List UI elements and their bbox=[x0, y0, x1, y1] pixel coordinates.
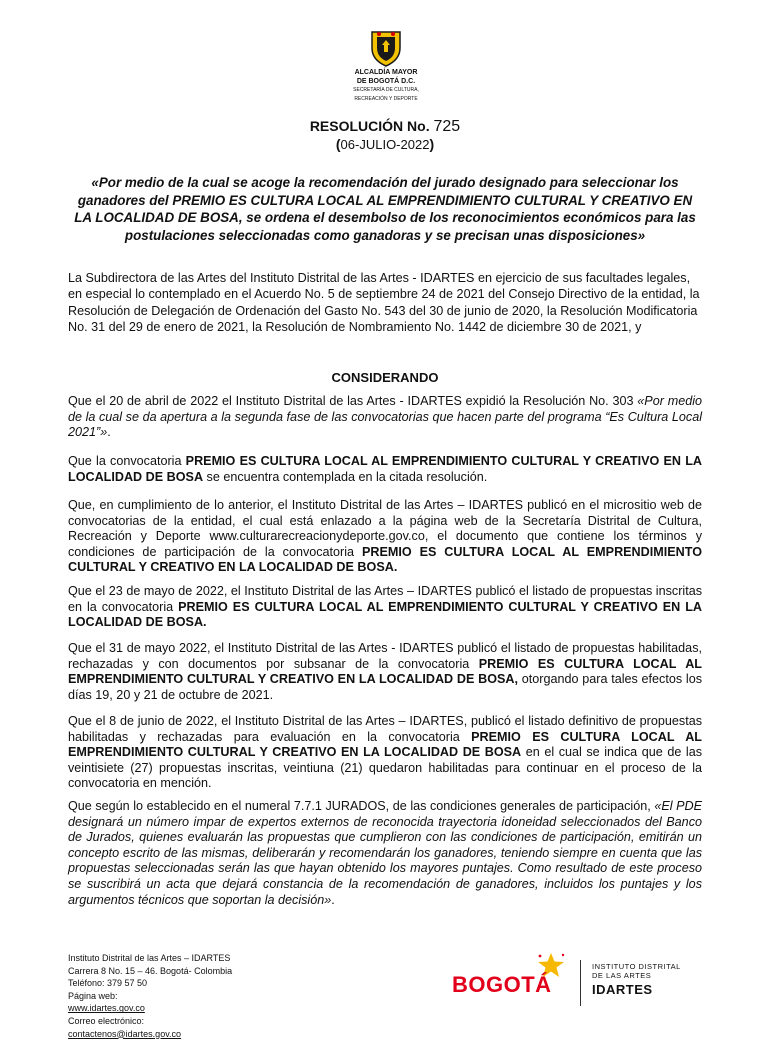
idartes-logo-line1: INSTITUTO DISTRITAL bbox=[592, 962, 681, 971]
paragraph-7 bbox=[68, 799, 702, 908]
footer-address: Carrera 8 No. 15 – 46. Bogotá- Colombia bbox=[68, 965, 233, 976]
footer-web-label: Página web: bbox=[68, 990, 118, 1001]
footer-email-link[interactable]: contactenos@idartes.gov.co bbox=[68, 1028, 182, 1039]
p7-end: . bbox=[331, 892, 335, 907]
date-open-paren: ( bbox=[335, 136, 341, 152]
paragraph-5 bbox=[68, 641, 702, 703]
p3-text: Que, en cumplimiento de lo anterior, el Instituto Distrital de las Artes – IDARTES publicó en el micrositio web de convocatorias de la entidad, el cual está enlazado a la página web de la Secretaría Distrital de Cultura, Recreación y Deporte www.culturarecreacionydeporte.gov.co, el documento que contiene los términos y condiciones de participación de la convocatoria bbox=[68, 498, 702, 559]
p5-end: otorgando para tales efectos los días 19, 20 y 21 de octubre de 2021. bbox=[68, 672, 703, 702]
footer-web-link[interactable]: www.idartes.gov.co bbox=[68, 1003, 145, 1014]
footer-email bbox=[68, 1015, 232, 1040]
p2-text: Que la convocatoria bbox=[68, 454, 186, 468]
paragraph-3 bbox=[68, 498, 702, 576]
logo-divider bbox=[580, 960, 581, 1006]
p7-text: Que según lo establecido en el numeral 7.7.1 JURADOS, de las condiciones generales de participación, bbox=[68, 799, 655, 813]
resolution-number: 725 bbox=[433, 118, 461, 135]
footer-web bbox=[68, 990, 232, 1015]
p1-text: Que el 20 de abril de 2022 el Instituto Distrital de las Artes - IDARTES expidió la Resolución No. 303 bbox=[68, 394, 638, 408]
p7-quote: «El PDE designará un número impar de expertos externos de reconocida trayectoria idoneidad seleccionados del Banco de Jurados, quienes evaluarán las propuestas que cumplieron con las condiciones de participación, emitirán un concepto escrito de las mismas, deliberarán y recomendarán los ganadores, teniendo siempre en cuenta que las propuestas seleccionadas serán las que hayan obtenido los mayores puntajes. Como resultado de este proceso se suscribirá un acta que dejará constancia de la recomendación de ganadores, incluidos los puntajes y los argumentos técnicos que soportan la decisión» bbox=[68, 799, 702, 907]
paragraph-2 bbox=[68, 454, 702, 485]
header-bogota: DE BOGOTÁ D.C. bbox=[356, 78, 416, 85]
p4-convocatoria: PREMIO ES CULTURA LOCAL AL EMPRENDIMIENTO CULTURAL Y CREATIVO EN LA LOCALIDAD DE BOSA. bbox=[68, 599, 702, 630]
footer-contact bbox=[68, 952, 232, 1040]
footer-email-label: Correo electrónico: bbox=[68, 1015, 145, 1026]
intro-paragraph: La Subdirectora de las Artes del Instituto Distrital de las Artes - IDARTES en ejercicio de sus facultades legales, en especial lo contemplado en el Acuerdo No. 5 de septiembre 24 de 2021 del Consejo Directivo de la entidad, la Resolución de Delegación de Ordenación del Gasto No. 543 del 30 de junio de 2020, la Resolución Modificatoria No. 31 del 29 de enero de 2021, la Resolución de Nombramiento No. 1442 de diciembre 30 de 2021, y bbox=[68, 271, 700, 335]
resolution-subject: «Por medio de la cual se acoge la recomendación del jurado designado para seleccionar los ganadores del PREMIO ES CULTURA LOCAL AL EMPRENDIMIENTO CULTURAL Y CREATIVO EN LA LOCALIDAD DE BOSA, se ordena el desembolso de los reconocimientos económicos para las postulaciones seleccionadas como ganadoras y se precisan unas disposiciones» bbox=[74, 175, 696, 243]
p1-quote: «Por medio de la cual se da apertura a la segunda fase de las convocatorias que hacen parte del programa “Es Cultura Local 2021”» bbox=[68, 394, 702, 440]
header-crest bbox=[348, 28, 424, 104]
resolution-date bbox=[0, 136, 770, 152]
p5-convocatoria: PREMIO ES CULTURA LOCAL AL EMPRENDIMIENTO CULTURAL Y CREATIVO EN LA LOCALIDAD DE BOSA, bbox=[68, 656, 702, 687]
header-recreacion: RECREACIÓN Y DEPORTE bbox=[354, 96, 418, 102]
p3-convocatoria: PREMIO ES CULTURA LOCAL AL EMPRENDIMIENTO CULTURAL Y CREATIVO EN LA LOCALIDAD DE BOSA. bbox=[68, 544, 702, 575]
resolution-title bbox=[0, 118, 770, 136]
coat-of-arms-icon bbox=[366, 28, 406, 68]
p2-convocatoria: PREMIO ES CULTURA LOCAL AL EMPRENDIMIENTO CULTURAL Y CREATIVO EN LA LOCALIDAD DE BOSA bbox=[68, 454, 702, 484]
p6-convocatoria: PREMIO ES CULTURA LOCAL AL EMPRENDIMIENTO CULTURAL Y CREATIVO EN LA LOCALIDAD DE BOSA bbox=[68, 729, 703, 760]
paragraph-6 bbox=[68, 714, 702, 792]
idartes-logo-name: IDARTES bbox=[592, 982, 653, 997]
p6-end: en el cual se indica que de las veintisiete (27) propuestas inscritas, veintiuna (21) quedaron habilitadas para continuar en el proceso de la convocatoria en mención. bbox=[68, 745, 703, 791]
considerando-heading: CONSIDERANDO bbox=[331, 370, 439, 385]
p1-end: . bbox=[107, 425, 111, 440]
footer-phone: Teléfono: 379 57 50 bbox=[68, 978, 148, 989]
paragraph-4 bbox=[68, 584, 702, 631]
paragraph-1 bbox=[68, 394, 702, 441]
footer-logos bbox=[452, 950, 702, 1010]
p4-text: Que el 23 de mayo de 2022, el Instituto Distrital de las Artes – IDARTES publicó el listado de propuestas inscritas en la convocatoria bbox=[68, 584, 702, 614]
header-secretaria: SECRETARÍA DE CULTURA, bbox=[353, 87, 419, 93]
bogota-logo-text: BOGOTÁ bbox=[452, 972, 552, 997]
p2-end: se encuentra contemplada en la citada resolución. bbox=[203, 469, 488, 484]
footer-institution: Instituto Distrital de las Artes – IDARTES bbox=[68, 953, 231, 963]
p6-text: Que el 8 de junio de 2022, el Instituto Distrital de las Artes – IDARTES, publicó el listado definitivo de propuestas habilitadas y rechazadas para evaluación en la convocatoria bbox=[68, 714, 702, 744]
p5-text: Que el 31 de mayo 2022, el Instituto Distrital de las Artes - IDARTES publicó el listado de propuestas habilitadas, rechazadas y con documentos por subsanar de la convocatoria bbox=[68, 641, 702, 671]
header-alcaldia: ALCALDÍA MAYOR bbox=[354, 69, 418, 76]
idartes-logo-line2: DE LAS ARTES bbox=[592, 971, 652, 980]
date-close-paren: ) bbox=[429, 136, 435, 152]
resolution-label: RESOLUCIÓN No. bbox=[309, 118, 430, 134]
resolution-date-value: 06-JULIO-2022 bbox=[340, 137, 430, 152]
